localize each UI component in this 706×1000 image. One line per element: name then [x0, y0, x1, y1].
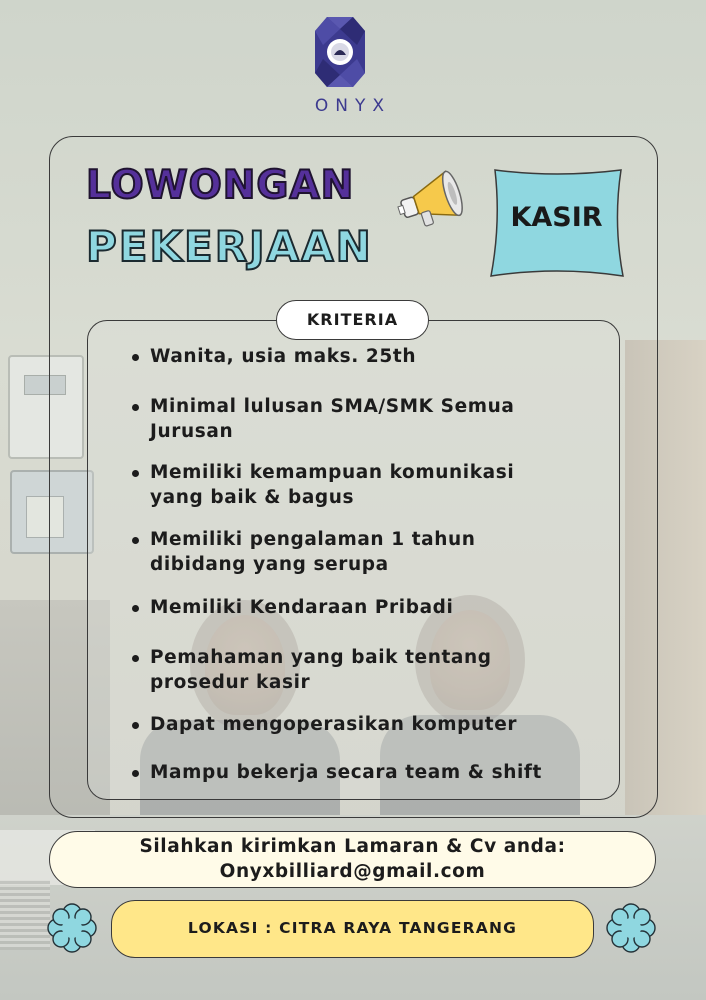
criteria-item-line: Memiliki pengalaman 1 tahun [150, 529, 476, 550]
criteria-item [128, 394, 588, 444]
bullet-icon [132, 404, 139, 411]
criteria-item [128, 712, 588, 737]
criteria-item-line: Pemahaman yang baik tentang [150, 647, 492, 668]
criteria-item-line: Mampu bekerja secara team & shift [150, 762, 542, 783]
criteria-item [128, 527, 588, 577]
megaphone-icon [395, 168, 475, 228]
headline-line2: PEKERJAAN [86, 222, 373, 271]
flower-icon [47, 903, 97, 953]
criteria-item-line: Jurusan [150, 421, 234, 442]
background-qr-code [0, 880, 50, 950]
headline-line1: LOWONGAN [86, 163, 355, 208]
location-text: LOKASI : CITRA RAYA TANGERANG [187, 919, 518, 937]
criteria-item-line: yang baik & bagus [150, 487, 355, 508]
criteria-item-line: Minimal lulusan SMA/SMK Semua [150, 396, 515, 417]
bullet-icon [132, 605, 139, 612]
criteria-item-line: dibidang yang serupa [150, 554, 389, 575]
contact-email[interactable]: Onyxbilliard@gmail.com [219, 861, 486, 882]
criteria-item [128, 595, 588, 620]
criteria-title: KRITERIA [276, 300, 429, 340]
bullet-icon [132, 722, 139, 729]
criteria-item-line: Dapat mengoperasikan komputer [150, 714, 518, 735]
position-label: KASIR [510, 202, 603, 233]
contact-prompt: Silahkan kirimkan Lamaran & Cv anda: [139, 836, 566, 857]
bullet-icon [132, 354, 139, 361]
criteria-item [128, 760, 588, 785]
criteria-item [128, 645, 588, 695]
criteria-item-line: Wanita, usia maks. 25th [150, 346, 417, 367]
criteria-item [128, 344, 588, 369]
criteria-item [128, 460, 588, 510]
brand-name: ONYX [314, 96, 392, 116]
bullet-icon [132, 655, 139, 662]
flower-icon [606, 903, 656, 953]
onyx-gem-icon [313, 15, 367, 89]
criteria-item-line: prosedur kasir [150, 672, 311, 693]
bullet-icon [132, 470, 139, 477]
bullet-icon [132, 537, 139, 544]
criteria-item-line: Memiliki Kendaraan Pribadi [150, 597, 454, 618]
criteria-item-line: Memiliki kemampuan komunikasi [150, 462, 515, 483]
bullet-icon [132, 770, 139, 777]
